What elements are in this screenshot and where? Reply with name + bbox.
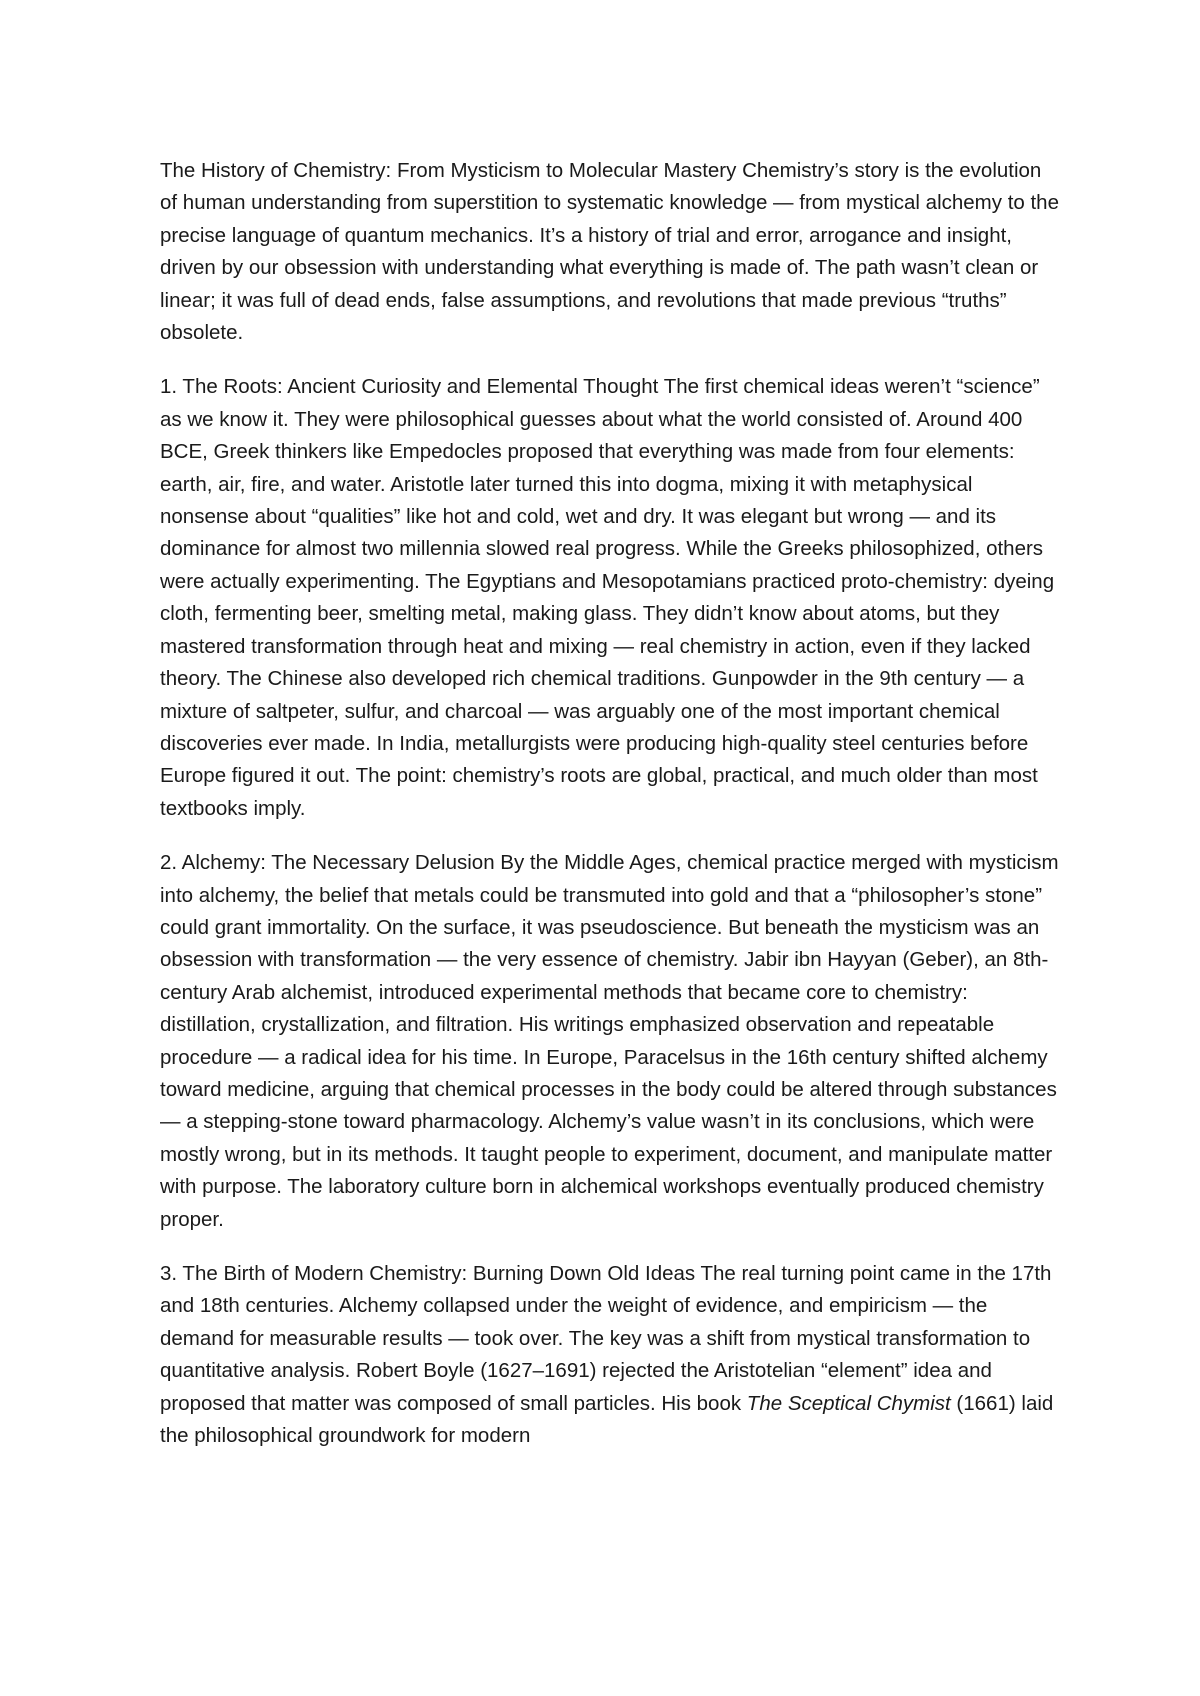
section-3-paragraph [160, 1258, 1060, 1452]
paragraph-text: 1. The Roots: Ancient Curiosity and Elemental Thought The first chemical ideas weren’t “science” as we know it. They were philosophical guesses about what the world consisted of. Around 400 BCE, Greek thinkers like Empedocles proposed that everything was made from four elements: earth, air, fire, and water. Aristotle later turned this into dogma, mixing it with metaphysical nonsense about “qualities” like hot and cold, wet and dry. It was elegant but wrong — and its dominance for almost two millennia slowed real progress. While the Greeks philosophized, others were actually experimenting. The Egyptians and Mesopotamians practiced proto-chemistry: dyeing cloth, fermenting beer, smelting metal, making glass. They didn’t know about atoms, but they mastered transformation through heat and mixing — real chemistry in action, even if they lacked theory. The Chinese also developed rich chemical traditions. Gunpowder in the 9th century — a mixture of saltpeter, sulfur, and charcoal — was arguably one of the most important chemical discoveries ever made. In India, metallurgists were producing high-quality steel centuries before Europe figured it out. The point: chemistry’s roots are global, practical, and much older than most textbooks imply. [160, 375, 1055, 820]
paragraph-text: 2. Alchemy: The Necessary Delusion By the Middle Ages, chemical practice merged with mysticism into alchemy, the belief that metals could be transmuted into gold and that a “philosopher’s stone” could grant immortality. On the surface, it was pseudoscience. But beneath the mysticism was an obsession with transformation — the very essence of chemistry. Jabir ibn Hayyan (Geber), an 8th-century Arab alchemist, introduced experimental methods that became core to chemistry: distillation, crystallization, and filtration. His writings emphasized observation and repeatable procedure — a radical idea for his time. In Europe, Paracelsus in the 16th century shifted alchemy toward medicine, arguing that chemical processes in the body could be altered through substances — a stepping-stone toward pharmacology. Alchemy’s value wasn’t in its conclusions, which were mostly wrong, but in its methods. It taught people to experiment, document, and manipulate matter with purpose. The laboratory culture born in alchemical workshops eventually produced chemistry proper. [160, 851, 1059, 1231]
book-title: The Sceptical Chymist [746, 1391, 951, 1415]
paragraph-text-continued: (1661) laid the philosophical groundwork for modern [160, 1391, 1054, 1448]
section-2-paragraph [160, 847, 1060, 1236]
section-1-paragraph [160, 371, 1060, 825]
intro-paragraph [160, 155, 1060, 349]
paragraph-text: 3. The Birth of Modern Chemistry: Burning Down Old Ideas The real turning point came in the 17th and 18th centuries. Alchemy collapsed under the weight of evidence, and empiricism — the demand for measurable results — took over. The key was a shift from mystical transformation to quantitative analysis. Robert Boyle (1627–1691) rejected the Aristotelian “element” idea and proposed that matter was composed of small particles. His book [160, 1262, 1052, 1415]
paragraph-text: The History of Chemistry: From Mysticism to Molecular Mastery Chemistry’s story is the evolution of human understanding from superstition to systematic knowledge — from mystical alchemy to the precise language of quantum mechanics. It’s a history of trial and error, arrogance and insight, driven by our obsession with understanding what everything is made of. The path wasn’t clean or linear; it was full of dead ends, false assumptions, and revolutions that made previous “truths” obsolete. [160, 159, 1059, 345]
document-body [160, 155, 1060, 1474]
